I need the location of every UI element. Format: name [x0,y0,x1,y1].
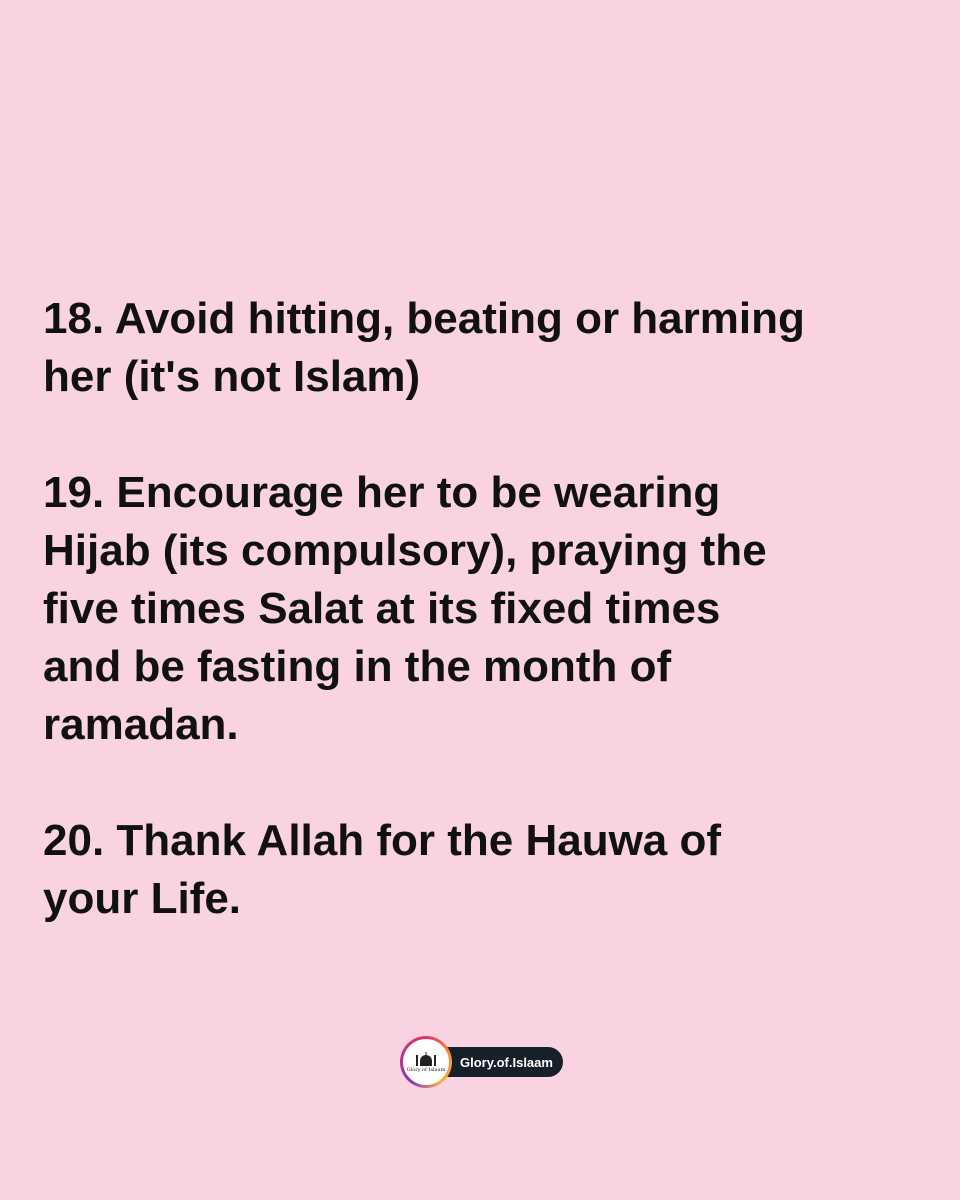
mosque-icon [415,1052,437,1066]
logo-text: Glory of Islaam [406,1066,446,1073]
tip-18: 18. Avoid hitting, beating or harming her (it's not Islam) [43,294,805,401]
tip-20: 20. Thank Allah for the Hauwa of your Life. [43,816,722,923]
tips-list [43,290,923,928]
tip-19: 19. Encourage her to be wearing Hijab (its compulsory), praying the five times Salat at its fixed times and be fasting in the month of ramadan. [43,468,767,749]
account-logo [400,1036,452,1088]
account-handle: Glory.of.Islaam [446,1047,563,1077]
account-watermark [400,1036,563,1088]
